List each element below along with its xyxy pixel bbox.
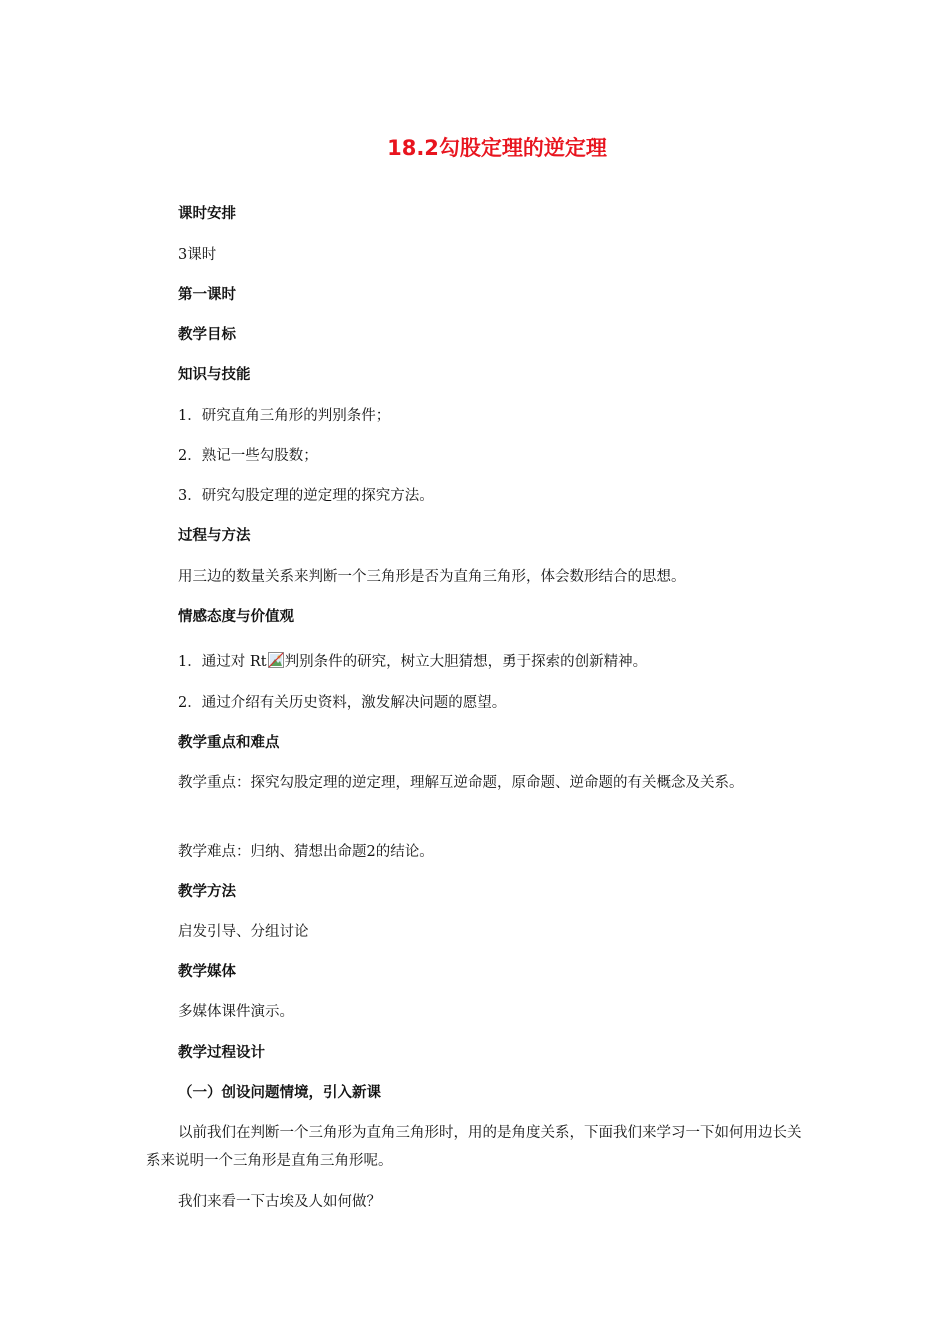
lesson-heading: 第一课时 xyxy=(178,287,236,303)
design-heading: 教学过程设计 xyxy=(178,1045,265,1061)
emotion-item-1-suffix: 判别条件的研究，树立大胆猜想，勇于探索的创新精神。 xyxy=(284,654,648,670)
arrangement-heading: 课时安排 xyxy=(178,206,236,222)
key-point: 教学重点：探究勾股定理的逆定理，理解互逆命题，原命题、逆命题的有关概念及关系。 xyxy=(178,775,744,791)
knowledge-item: 3．研究勾股定理的逆定理的探究方法。 xyxy=(178,488,434,504)
emotion-item-1 xyxy=(178,651,647,673)
objectives-heading: 教学目标 xyxy=(178,327,236,343)
process-heading: 过程与方法 xyxy=(178,528,251,544)
difficult-point: 教学难点：归纳、猜想出命题2的结论。 xyxy=(178,844,434,860)
knowledge-heading: 知识与技能 xyxy=(178,367,251,383)
document-title: 18.2勾股定理的逆定理 xyxy=(387,136,607,160)
section1-paragraph: 以前我们在判断一个三角形为直角三角形时，用的是角度关系，下面我们来学习一下如何用边长关系来说明一个三角形是直角三角形呢。 xyxy=(146,1125,802,1169)
method-heading: 教学方法 xyxy=(178,884,236,900)
key-heading: 教学重点和难点 xyxy=(178,735,280,751)
media-heading: 教学媒体 xyxy=(178,964,236,980)
media-text: 多媒体课件演示。 xyxy=(178,1004,294,1020)
knowledge-item: 1．研究直角三角形的判别条件； xyxy=(178,408,391,424)
emotion-heading: 情感态度与价值观 xyxy=(178,609,294,625)
process-text: 用三边的数量关系来判断一个三角形是否为直角三角形，体会数形结合的思想。 xyxy=(178,569,686,585)
broken-image-icon xyxy=(268,652,284,668)
emotion-item-2: 2．通过介绍有关历史资料，激发解决问题的愿望。 xyxy=(178,695,507,711)
arrangement-value: 3课时 xyxy=(178,247,217,263)
knowledge-item: 2．熟记一些勾股数； xyxy=(178,448,318,464)
section1-question: 我们来看一下古埃及人如何做？ xyxy=(178,1194,381,1210)
section1-heading: （一）创设问题情境，引入新课 xyxy=(178,1085,381,1101)
method-text: 启发引导、分组讨论 xyxy=(178,924,309,940)
emotion-item-1-prefix: 1．通过对 Rt xyxy=(178,654,267,670)
